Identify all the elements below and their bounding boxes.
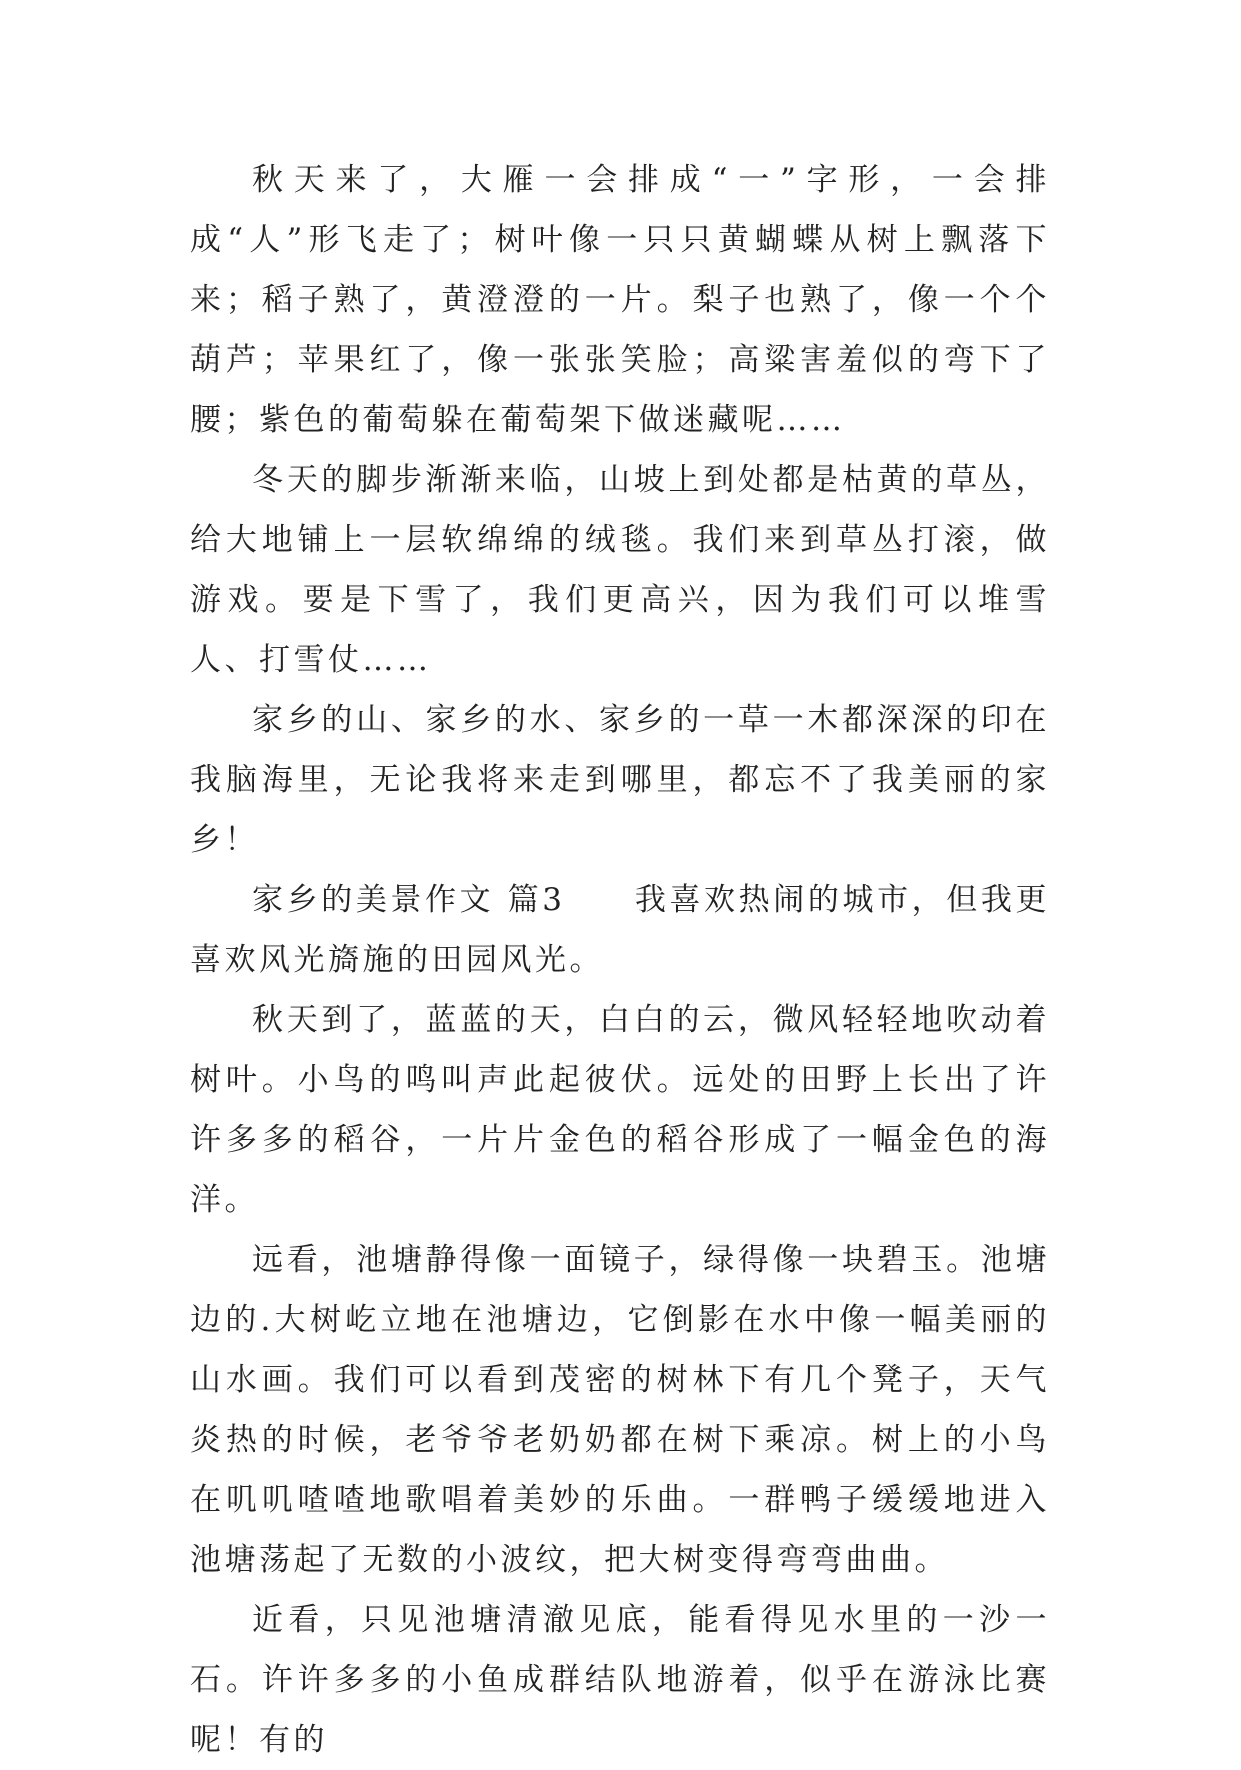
paragraph-autumn-2: 秋天到了，蓝蓝的天，白白的云，微风轻轻地吹动着树叶。小鸟的鸣叫声此起彼伏。远处的田野上长出了许许多多的稻谷，一片片金色的稻谷形成了一幅金色的海洋。 [190,1002,1050,1218]
paragraph-autumn-1: 秋天来了，大雁一会排成“一”字形，一会排成“人”形飞走了；树叶像一只只黄蝴蝶从树上飘落下来；稻子熟了，黄澄澄的一片。梨子也熟了，像一个个葫芦；苹果红了，像一张张笑脸；高粱害羞似的弯下了腰；紫色的葡萄躲在葡萄架下做迷藏呢…… [190,162,1050,438]
document-body [190,150,1050,1770]
paragraph-near-view: 近看，只见池塘清澈见底，能看得见水里的一沙一石。许许多多的小鱼成群结队地游着，似乎在游泳比赛呢！有的 [190,1602,1050,1758]
paragraph-winter: 冬天的脚步渐渐来临，山坡上到处都是枯黄的草丛，给大地铺上一层软绵绵的绒毯。我们来到草丛打滚，做游戏。要是下雪了，我们更高兴，因为我们可以堆雪人、打雪仗…… [190,462,1050,678]
paragraph-essay-3-intro: 家乡的美景作文 篇3 我喜欢热闹的城市，但我更喜欢风光旖施的田园风光。 [190,882,1050,978]
paragraph-hometown-memory: 家乡的山、家乡的水、家乡的一草一木都深深的印在我脑海里，无论我将来走到哪里，都忘不了我美丽的家乡！ [190,702,1050,858]
paragraph-far-view: 远看，池塘静得像一面镜子，绿得像一块碧玉。池塘边的.大树屹立地在池塘边，它倒影在水中像一幅美丽的山水画。我们可以看到茂密的树林下有几个凳子，天气炎热的时候，老爷爷老奶奶都在树下乘凉。树上的小鸟在叽叽喳喳地歌唱着美妙的乐曲。一群鸭子缓缓地进入池塘荡起了无数的小波纹，把大树变得弯弯曲曲。 [190,1242,1050,1578]
